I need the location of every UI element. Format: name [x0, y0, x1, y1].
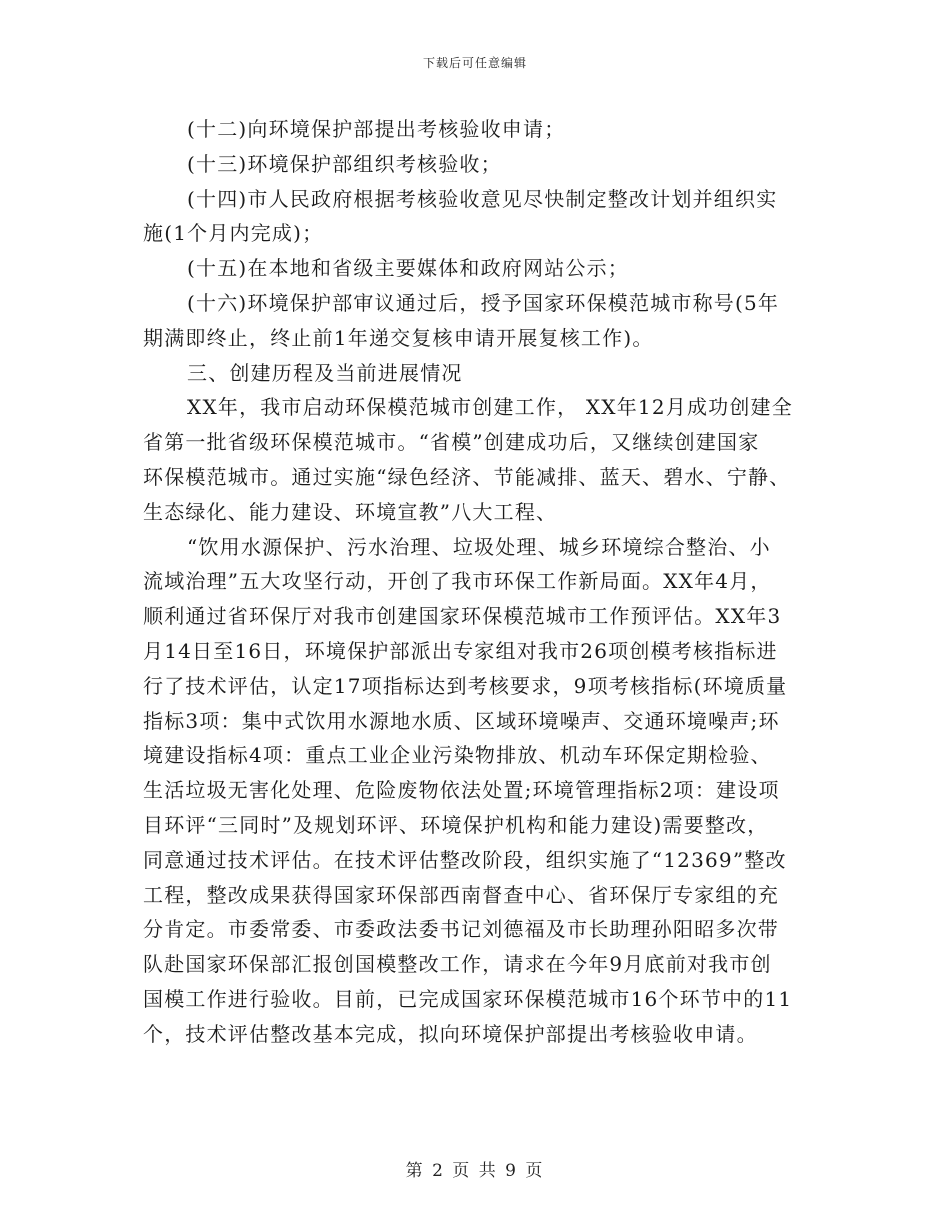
text-line: 期满即终止，终止前1年递交复核申请开展复核工作)。: [143, 325, 654, 350]
paragraph: [143, 112, 807, 147]
text-line: (十六)环境保护部审议通过后，授予国家环保模范城市称号(5年: [187, 290, 780, 315]
text-line: XX年，我市启动环保模范城市创建工作， XX年12月成功创建全: [187, 395, 793, 420]
text-line: 流域治理”五大攻坚行动，开创了我市环保工作新局面。XX年4月，: [143, 569, 772, 594]
text-line: (十三)环境保护部组织考核验收；: [187, 151, 502, 176]
paragraph: [143, 182, 807, 252]
paragraph: [143, 286, 807, 356]
text-line: 分肯定。市委常委、市委政法委书记刘德福及市长助理孙阳昭多次带: [143, 917, 779, 942]
text-line: (十四)市人民政府根据考核验收意见尽快制定整改计划并组织实: [187, 186, 778, 211]
text-line: “饮用水源保护、污水治理、垃圾处理、城乡环境综合整治、小: [187, 534, 771, 559]
paragraph: [143, 390, 807, 529]
text-line: 个，技术评估整改基本完成，拟向环境保护部提出考核验收申请。: [143, 1021, 758, 1046]
text-line: 顺利通过省环保厅对我市创建国家环保模范城市工作预评估。XX年3: [143, 604, 782, 629]
text-line: 环保模范城市。通过实施“绿色经济、节能减排、蓝天、碧水、宁静、: [143, 464, 791, 489]
paragraph: [143, 251, 807, 286]
text-line: 生活垃圾无害化处理、危险废物依法处置;环境管理指标2项：建设项: [143, 778, 780, 803]
text-line: 境建设指标4项：重点工业企业污染物排放、机动车环保定期检验、: [143, 743, 772, 768]
text-line: 工程，整改成果获得国家环保部西南督查中心、省环保厅专家组的充: [143, 882, 779, 907]
paragraph: [143, 147, 807, 182]
paragraph: [143, 530, 807, 1052]
paragraph: [143, 356, 807, 391]
text-line: 三、创建历程及当前进展情况: [187, 360, 463, 385]
page-footer: 第 2 页 共 9 页: [405, 1161, 545, 1181]
text-line: 施(1个月内完成)；: [143, 221, 324, 246]
text-line: 省第一批省级环保模范城市。“省模”创建成功后，又继续创建国家: [143, 430, 760, 455]
text-line: (十二)向环境保护部提出考核验收申请；: [187, 117, 566, 141]
text-line: 同意通过技术评估。在技术评估整改阶段，组织实施了“12369”整改: [143, 847, 787, 872]
text-line: 队赴国家环保部汇报创国模整改工作，请求在今年9月底前对我市创: [143, 952, 772, 977]
text-line: 行了技术评估，认定17项指标达到考核要求，9项考核指标(环境质量: [143, 673, 788, 698]
text-line: (十五)在本地和省级主要媒体和政府网站公示；: [187, 256, 630, 281]
document-body: [143, 112, 807, 1052]
text-line: 月14日至16日，环境保护部派出专家组对我市26项创模考核指标进: [143, 638, 778, 663]
text-line: 生态绿化、能力建设、环境宣教”八大工程、: [143, 499, 558, 524]
page-header: 下载后可任意编辑: [422, 56, 527, 70]
text-line: 国模工作进行验收。目前，已完成国家环保模范城市16个环节中的11: [143, 986, 793, 1011]
text-line: 指标3项：集中式饮用水源地水质、区域环境噪声、交通环境噪声;环: [143, 708, 780, 733]
text-line: 目环评“三同时”及规划环评、环境保护机构和能力建设)需要整改，: [143, 812, 769, 837]
